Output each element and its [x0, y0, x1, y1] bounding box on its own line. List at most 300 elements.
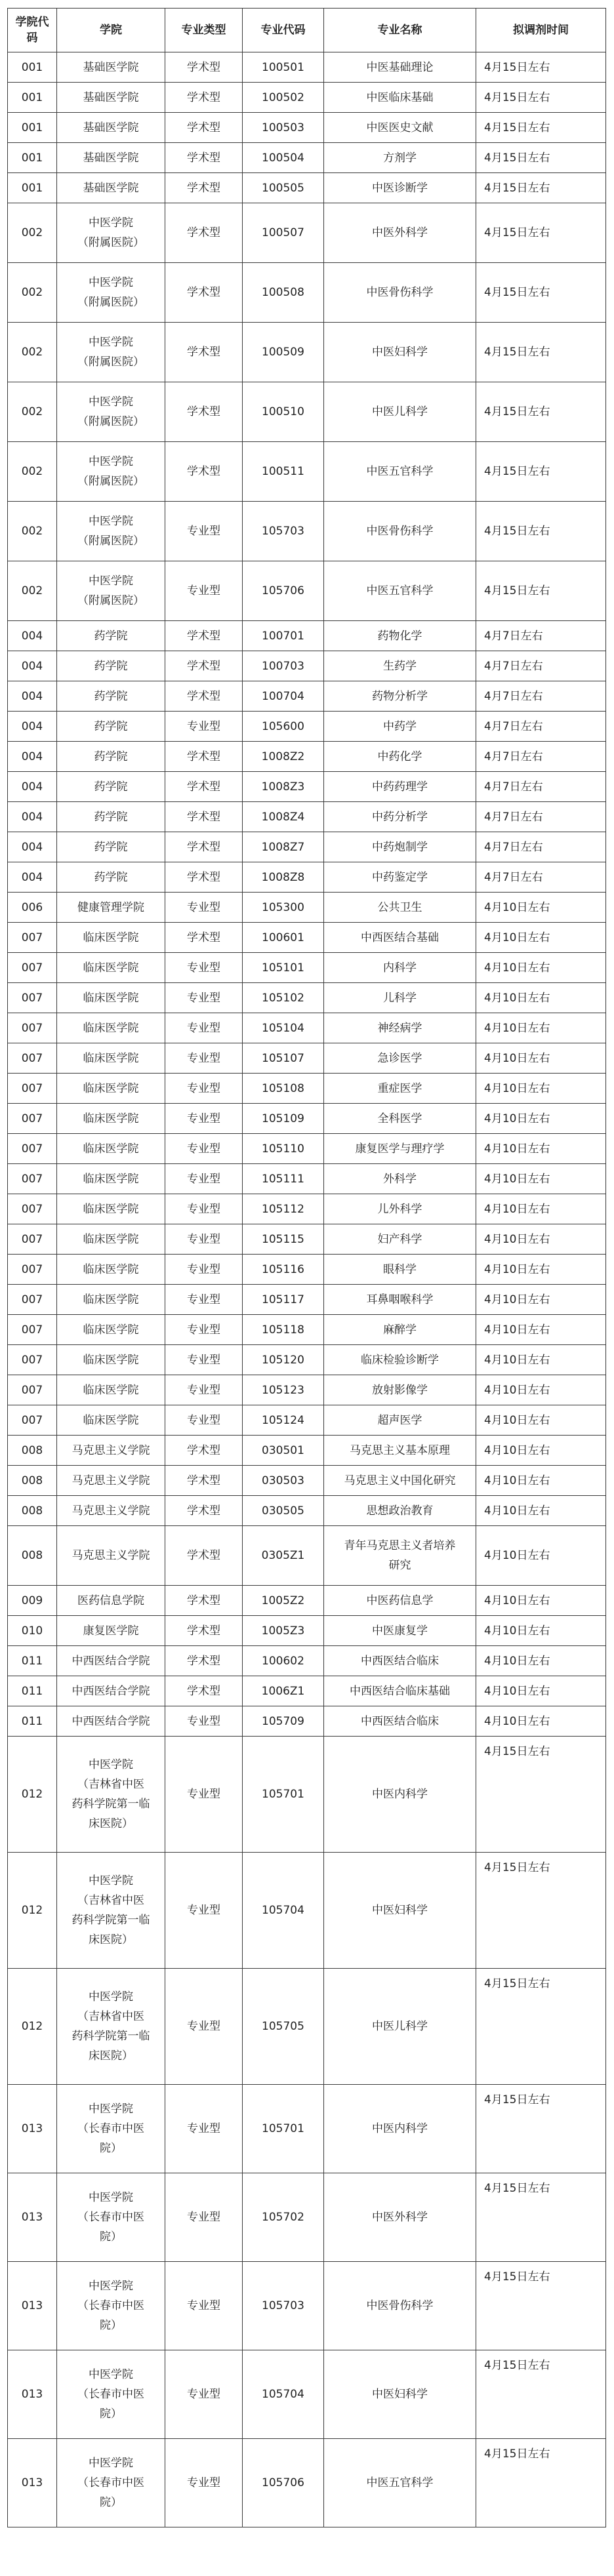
table-row	[8, 1285, 606, 1315]
cell-major-name: 中药鉴定学	[324, 862, 476, 893]
header-row	[8, 9, 606, 52]
cell-school: 临床医学院	[57, 1224, 165, 1255]
cell-major-name: 中医药信息学	[324, 1586, 476, 1616]
cell-major-code: 100504	[243, 143, 324, 173]
cell-school: 中医学院 （长春市中医 院）	[57, 2439, 165, 2527]
table-row	[8, 772, 606, 802]
cell-major-name: 公共卫生	[324, 893, 476, 923]
cell-adjust-time: 4月10日左右	[476, 1375, 606, 1405]
cell-school-code: 002	[8, 203, 57, 263]
cell-school-code: 001	[8, 83, 57, 113]
table-row	[8, 1224, 606, 1255]
cell-major-name: 内科学	[324, 953, 476, 983]
cell-school-code: 004	[8, 712, 57, 742]
cell-school-code: 011	[8, 1706, 57, 1737]
cell-school: 中医学院 （附属医院）	[57, 561, 165, 621]
cell-major-code: 105107	[243, 1043, 324, 1074]
cell-major-type: 专业型	[165, 983, 243, 1013]
cell-school-code: 007	[8, 1194, 57, 1224]
cell-school-code: 013	[8, 2173, 57, 2262]
cell-school-code: 013	[8, 2350, 57, 2439]
cell-school-code: 009	[8, 1586, 57, 1616]
cell-major-type: 专业型	[165, 1074, 243, 1104]
cell-adjust-time: 4月10日左右	[476, 1224, 606, 1255]
cell-school-code: 007	[8, 1405, 57, 1436]
cell-adjust-time: 4月15日左右	[476, 2085, 606, 2173]
table-row	[8, 893, 606, 923]
cell-major-name: 中西医结合基础	[324, 923, 476, 953]
cell-adjust-time: 4月10日左右	[476, 1405, 606, 1436]
cell-major-name: 重症医学	[324, 1074, 476, 1104]
table-row	[8, 923, 606, 953]
cell-school-code: 004	[8, 862, 57, 893]
cell-major-name: 麻醉学	[324, 1315, 476, 1345]
cell-major-type: 专业型	[165, 2262, 243, 2350]
cell-major-code: 105702	[243, 2173, 324, 2262]
cell-school-code: 007	[8, 1104, 57, 1134]
cell-adjust-time: 4月15日左右	[476, 2350, 606, 2439]
table-row	[8, 1345, 606, 1375]
cell-major-type: 学术型	[165, 621, 243, 651]
cell-adjust-time: 4月7日左右	[476, 681, 606, 712]
table-row	[8, 1164, 606, 1194]
cell-major-type: 学术型	[165, 742, 243, 772]
cell-school-code: 007	[8, 1013, 57, 1043]
table-row	[8, 1134, 606, 1164]
cell-school-code: 002	[8, 561, 57, 621]
cell-major-type: 专业型	[165, 712, 243, 742]
table-row	[8, 263, 606, 323]
cell-major-name: 儿科学	[324, 983, 476, 1013]
cell-major-type: 专业型	[165, 1194, 243, 1224]
table-row	[8, 1405, 606, 1436]
cell-school-code: 004	[8, 621, 57, 651]
cell-major-code: 105123	[243, 1375, 324, 1405]
cell-school: 临床医学院	[57, 1255, 165, 1285]
cell-major-name: 药物分析学	[324, 681, 476, 712]
cell-adjust-time: 4月15日左右	[476, 203, 606, 263]
cell-major-type: 专业型	[165, 1315, 243, 1345]
cell-adjust-time: 4月10日左右	[476, 1345, 606, 1375]
cell-major-name: 临床检验诊断学	[324, 1345, 476, 1375]
cell-school: 康复医学院	[57, 1616, 165, 1646]
cell-major-type: 专业型	[165, 1375, 243, 1405]
cell-school: 临床医学院	[57, 1013, 165, 1043]
cell-adjust-time: 4月7日左右	[476, 742, 606, 772]
table-row	[8, 651, 606, 681]
cell-school: 基础医学院	[57, 173, 165, 203]
header-major-name: 专业名称	[324, 9, 476, 52]
cell-school-code: 013	[8, 2085, 57, 2173]
cell-school-code: 011	[8, 1646, 57, 1676]
cell-adjust-time: 4月10日左右	[476, 893, 606, 923]
cell-major-name: 耳鼻咽喉科学	[324, 1285, 476, 1315]
cell-school: 中医学院 （吉林省中医 药科学院第一临 床医院）	[57, 1737, 165, 1853]
cell-major-type: 学术型	[165, 651, 243, 681]
cell-adjust-time: 4月10日左右	[476, 1043, 606, 1074]
cell-adjust-time: 4月10日左右	[476, 1315, 606, 1345]
cell-major-code: 105104	[243, 1013, 324, 1043]
table-row	[8, 802, 606, 832]
cell-major-type: 学术型	[165, 1436, 243, 1466]
cell-major-code: 100701	[243, 621, 324, 651]
cell-major-code: 105124	[243, 1405, 324, 1436]
cell-major-type: 学术型	[165, 1496, 243, 1526]
cell-major-type: 专业型	[165, 2173, 243, 2262]
cell-major-type: 学术型	[165, 1616, 243, 1646]
cell-major-type: 学术型	[165, 802, 243, 832]
cell-adjust-time: 4月10日左右	[476, 1496, 606, 1526]
cell-major-code: 0305Z1	[243, 1526, 324, 1586]
cell-school-code: 002	[8, 263, 57, 323]
table-row	[8, 1043, 606, 1074]
cell-major-code: 100601	[243, 923, 324, 953]
header-major-code: 专业代码	[243, 9, 324, 52]
header-school-code: 学院代码	[8, 9, 57, 52]
cell-major-name: 方剂学	[324, 143, 476, 173]
table-row	[8, 382, 606, 442]
adjustment-table	[7, 8, 606, 2527]
cell-major-code: 105111	[243, 1164, 324, 1194]
cell-major-code: 105101	[243, 953, 324, 983]
cell-school: 中医学院 （附属医院）	[57, 502, 165, 561]
cell-adjust-time: 4月10日左右	[476, 1586, 606, 1616]
cell-school: 临床医学院	[57, 1345, 165, 1375]
cell-adjust-time: 4月7日左右	[476, 621, 606, 651]
cell-major-code: 100502	[243, 83, 324, 113]
cell-major-name: 急诊医学	[324, 1043, 476, 1074]
cell-adjust-time: 4月10日左右	[476, 1013, 606, 1043]
table-row	[8, 83, 606, 113]
table-row	[8, 143, 606, 173]
cell-major-type: 学术型	[165, 143, 243, 173]
cell-school-code: 004	[8, 772, 57, 802]
cell-major-code: 105701	[243, 2085, 324, 2173]
cell-major-type: 学术型	[165, 83, 243, 113]
cell-school: 中医学院 （长春市中医 院）	[57, 2262, 165, 2350]
cell-major-name: 中医临床基础	[324, 83, 476, 113]
cell-major-name: 马克思主义中国化研究	[324, 1466, 476, 1496]
table-row	[8, 742, 606, 772]
cell-major-code: 105108	[243, 1074, 324, 1104]
cell-major-name: 中医五官科学	[324, 561, 476, 621]
cell-school-code: 002	[8, 442, 57, 502]
cell-adjust-time: 4月10日左右	[476, 1616, 606, 1646]
cell-school: 药学院	[57, 862, 165, 893]
cell-adjust-time: 4月7日左右	[476, 712, 606, 742]
cell-major-name: 中医外科学	[324, 2173, 476, 2262]
cell-adjust-time: 4月10日左右	[476, 953, 606, 983]
cell-school-code: 007	[8, 1074, 57, 1104]
cell-major-code: 105115	[243, 1224, 324, 1255]
table-row	[8, 621, 606, 651]
cell-adjust-time: 4月10日左右	[476, 1646, 606, 1676]
table-row	[8, 1969, 606, 2085]
cell-major-code: 105120	[243, 1345, 324, 1375]
cell-major-name: 眼科学	[324, 1255, 476, 1285]
cell-school: 药学院	[57, 832, 165, 862]
cell-major-type: 专业型	[165, 1224, 243, 1255]
cell-adjust-time: 4月7日左右	[476, 862, 606, 893]
table-row	[8, 1526, 606, 1586]
cell-major-name: 中医基础理论	[324, 52, 476, 83]
cell-adjust-time: 4月10日左右	[476, 1194, 606, 1224]
cell-adjust-time: 4月10日左右	[476, 1436, 606, 1466]
cell-adjust-time: 4月10日左右	[476, 1255, 606, 1285]
cell-major-type: 学术型	[165, 923, 243, 953]
cell-major-code: 105705	[243, 1969, 324, 2085]
table-row	[8, 681, 606, 712]
table-row	[8, 203, 606, 263]
cell-major-type: 专业型	[165, 1104, 243, 1134]
cell-adjust-time: 4月15日左右	[476, 143, 606, 173]
cell-school-code: 004	[8, 802, 57, 832]
cell-major-name: 全科医学	[324, 1104, 476, 1134]
cell-major-name: 超声医学	[324, 1405, 476, 1436]
cell-school: 药学院	[57, 651, 165, 681]
cell-major-type: 学术型	[165, 1466, 243, 1496]
cell-school: 药学院	[57, 802, 165, 832]
cell-adjust-time: 4月10日左右	[476, 1164, 606, 1194]
cell-major-type: 学术型	[165, 681, 243, 712]
table-row	[8, 173, 606, 203]
cell-major-code: 105117	[243, 1285, 324, 1315]
cell-major-name: 中医外科学	[324, 203, 476, 263]
cell-adjust-time: 4月10日左右	[476, 1526, 606, 1586]
cell-school: 医药信息学院	[57, 1586, 165, 1616]
cell-major-code: 105703	[243, 502, 324, 561]
cell-major-name: 中医骨伤科学	[324, 2262, 476, 2350]
cell-adjust-time: 4月10日左右	[476, 923, 606, 953]
cell-major-type: 专业型	[165, 1134, 243, 1164]
table-row	[8, 1706, 606, 1737]
cell-school-code: 002	[8, 323, 57, 382]
table-row	[8, 1466, 606, 1496]
cell-major-name: 中医诊断学	[324, 173, 476, 203]
cell-school: 中医学院 （吉林省中医 药科学院第一临 床医院）	[57, 1969, 165, 2085]
cell-adjust-time: 4月15日左右	[476, 173, 606, 203]
cell-adjust-time: 4月15日左右	[476, 2262, 606, 2350]
cell-adjust-time: 4月7日左右	[476, 832, 606, 862]
cell-adjust-time: 4月10日左右	[476, 1706, 606, 1737]
cell-major-name: 中医康复学	[324, 1616, 476, 1646]
cell-major-type: 学术型	[165, 382, 243, 442]
cell-major-code: 100510	[243, 382, 324, 442]
cell-major-code: 105102	[243, 983, 324, 1013]
cell-school-code: 002	[8, 502, 57, 561]
cell-major-type: 专业型	[165, 1737, 243, 1853]
cell-adjust-time: 4月15日左右	[476, 1969, 606, 2085]
cell-adjust-time: 4月15日左右	[476, 1853, 606, 1969]
cell-adjust-time: 4月15日左右	[476, 502, 606, 561]
cell-school-code: 008	[8, 1526, 57, 1586]
cell-major-type: 专业型	[165, 2085, 243, 2173]
cell-adjust-time: 4月10日左右	[476, 1074, 606, 1104]
cell-school: 临床医学院	[57, 1043, 165, 1074]
cell-school-code: 007	[8, 983, 57, 1013]
cell-school-code: 001	[8, 173, 57, 203]
cell-school: 药学院	[57, 712, 165, 742]
cell-major-type: 专业型	[165, 502, 243, 561]
cell-major-name: 中医医史文献	[324, 113, 476, 143]
cell-major-type: 专业型	[165, 893, 243, 923]
cell-adjust-time: 4月7日左右	[476, 802, 606, 832]
cell-school-code: 010	[8, 1616, 57, 1646]
cell-school-code: 007	[8, 1164, 57, 1194]
cell-adjust-time: 4月15日左右	[476, 323, 606, 382]
cell-major-name: 妇产科学	[324, 1224, 476, 1255]
cell-major-code: 105704	[243, 2350, 324, 2439]
cell-major-type: 学术型	[165, 862, 243, 893]
cell-school-code: 007	[8, 1224, 57, 1255]
cell-school: 基础医学院	[57, 113, 165, 143]
cell-adjust-time: 4月7日左右	[476, 651, 606, 681]
table-row	[8, 113, 606, 143]
cell-major-type: 专业型	[165, 1706, 243, 1737]
cell-school-code: 008	[8, 1436, 57, 1466]
cell-major-code: 1005Z3	[243, 1616, 324, 1646]
cell-school: 临床医学院	[57, 1134, 165, 1164]
cell-school-code: 007	[8, 1134, 57, 1164]
cell-major-type: 专业型	[165, 1043, 243, 1074]
cell-major-type: 学术型	[165, 832, 243, 862]
cell-school-code: 008	[8, 1496, 57, 1526]
table-row	[8, 502, 606, 561]
cell-adjust-time: 4月10日左右	[476, 1134, 606, 1164]
cell-major-code: 100509	[243, 323, 324, 382]
cell-school-code: 007	[8, 953, 57, 983]
cell-school: 临床医学院	[57, 983, 165, 1013]
cell-school: 临床医学院	[57, 1164, 165, 1194]
cell-major-code: 1008Z7	[243, 832, 324, 862]
cell-school-code: 001	[8, 113, 57, 143]
cell-school: 药学院	[57, 681, 165, 712]
cell-school: 马克思主义学院	[57, 1466, 165, 1496]
cell-major-name: 青年马克思主义者培养 研究	[324, 1526, 476, 1586]
table-row	[8, 953, 606, 983]
cell-school: 临床医学院	[57, 1375, 165, 1405]
cell-major-name: 中医妇科学	[324, 1853, 476, 1969]
cell-school: 临床医学院	[57, 1074, 165, 1104]
cell-major-name: 药物化学	[324, 621, 476, 651]
cell-school-code: 001	[8, 143, 57, 173]
cell-major-code: 100501	[243, 52, 324, 83]
cell-school: 药学院	[57, 772, 165, 802]
cell-major-name: 中药分析学	[324, 802, 476, 832]
cell-major-code: 030503	[243, 1466, 324, 1496]
cell-major-name: 中医五官科学	[324, 442, 476, 502]
cell-major-type: 专业型	[165, 1164, 243, 1194]
table-body	[8, 52, 606, 2527]
cell-school: 基础医学院	[57, 83, 165, 113]
cell-major-name: 生药学	[324, 651, 476, 681]
cell-major-code: 100505	[243, 173, 324, 203]
table-row	[8, 1194, 606, 1224]
cell-school-code: 004	[8, 832, 57, 862]
cell-major-type: 学术型	[165, 52, 243, 83]
cell-major-name: 康复医学与理疗学	[324, 1134, 476, 1164]
cell-major-type: 专业型	[165, 2350, 243, 2439]
cell-major-code: 105110	[243, 1134, 324, 1164]
cell-school-code: 007	[8, 1255, 57, 1285]
cell-major-name: 中医骨伤科学	[324, 502, 476, 561]
cell-major-type: 专业型	[165, 1013, 243, 1043]
cell-adjust-time: 4月15日左右	[476, 113, 606, 143]
cell-major-code: 100508	[243, 263, 324, 323]
cell-school: 临床医学院	[57, 953, 165, 983]
cell-school: 中医学院 （附属医院）	[57, 203, 165, 263]
cell-major-name: 中药化学	[324, 742, 476, 772]
cell-school-code: 007	[8, 1043, 57, 1074]
cell-major-code: 100511	[243, 442, 324, 502]
cell-school: 马克思主义学院	[57, 1526, 165, 1586]
cell-major-type: 学术型	[165, 203, 243, 263]
cell-adjust-time: 4月10日左右	[476, 1466, 606, 1496]
cell-school: 中医学院 （附属医院）	[57, 382, 165, 442]
cell-major-type: 专业型	[165, 1345, 243, 1375]
cell-adjust-time: 4月15日左右	[476, 442, 606, 502]
cell-major-type: 学术型	[165, 1676, 243, 1706]
cell-major-code: 1008Z8	[243, 862, 324, 893]
cell-major-type: 专业型	[165, 1255, 243, 1285]
cell-adjust-time: 4月15日左右	[476, 263, 606, 323]
cell-adjust-time: 4月10日左右	[476, 1285, 606, 1315]
cell-major-code: 030505	[243, 1496, 324, 1526]
table-row	[8, 832, 606, 862]
table-row	[8, 1436, 606, 1466]
cell-major-name: 中医儿科学	[324, 1969, 476, 2085]
cell-school-code: 012	[8, 1969, 57, 2085]
table-row	[8, 1496, 606, 1526]
cell-major-type: 专业型	[165, 953, 243, 983]
cell-school: 马克思主义学院	[57, 1496, 165, 1526]
cell-major-code: 105116	[243, 1255, 324, 1285]
table-row	[8, 52, 606, 83]
cell-school-code: 004	[8, 651, 57, 681]
cell-adjust-time: 4月10日左右	[476, 983, 606, 1013]
table-row	[8, 2085, 606, 2173]
cell-major-type: 专业型	[165, 1853, 243, 1969]
cell-major-code: 105118	[243, 1315, 324, 1345]
cell-school-code: 008	[8, 1466, 57, 1496]
table-row	[8, 2439, 606, 2527]
header-adjust-time: 拟调剂时间	[476, 9, 606, 52]
cell-major-type: 专业型	[165, 2439, 243, 2527]
cell-major-code: 100602	[243, 1646, 324, 1676]
cell-school-code: 007	[8, 1315, 57, 1345]
header-major-type: 专业类型	[165, 9, 243, 52]
cell-school: 临床医学院	[57, 1194, 165, 1224]
cell-school: 药学院	[57, 621, 165, 651]
cell-school: 临床医学院	[57, 1315, 165, 1345]
cell-adjust-time: 4月10日左右	[476, 1104, 606, 1134]
cell-major-code: 105706	[243, 2439, 324, 2527]
cell-major-name: 儿外科学	[324, 1194, 476, 1224]
cell-school: 健康管理学院	[57, 893, 165, 923]
cell-adjust-time: 4月15日左右	[476, 382, 606, 442]
cell-school: 中医学院 （长春市中医 院）	[57, 2350, 165, 2439]
cell-school-code: 012	[8, 1737, 57, 1853]
cell-major-code: 105300	[243, 893, 324, 923]
cell-major-name: 中医内科学	[324, 1737, 476, 1853]
cell-adjust-time: 4月15日左右	[476, 2173, 606, 2262]
cell-school: 中西医结合学院	[57, 1646, 165, 1676]
cell-school-code: 004	[8, 742, 57, 772]
cell-school-code: 007	[8, 1375, 57, 1405]
cell-school-code: 004	[8, 681, 57, 712]
cell-major-code: 100703	[243, 651, 324, 681]
cell-school-code: 007	[8, 923, 57, 953]
